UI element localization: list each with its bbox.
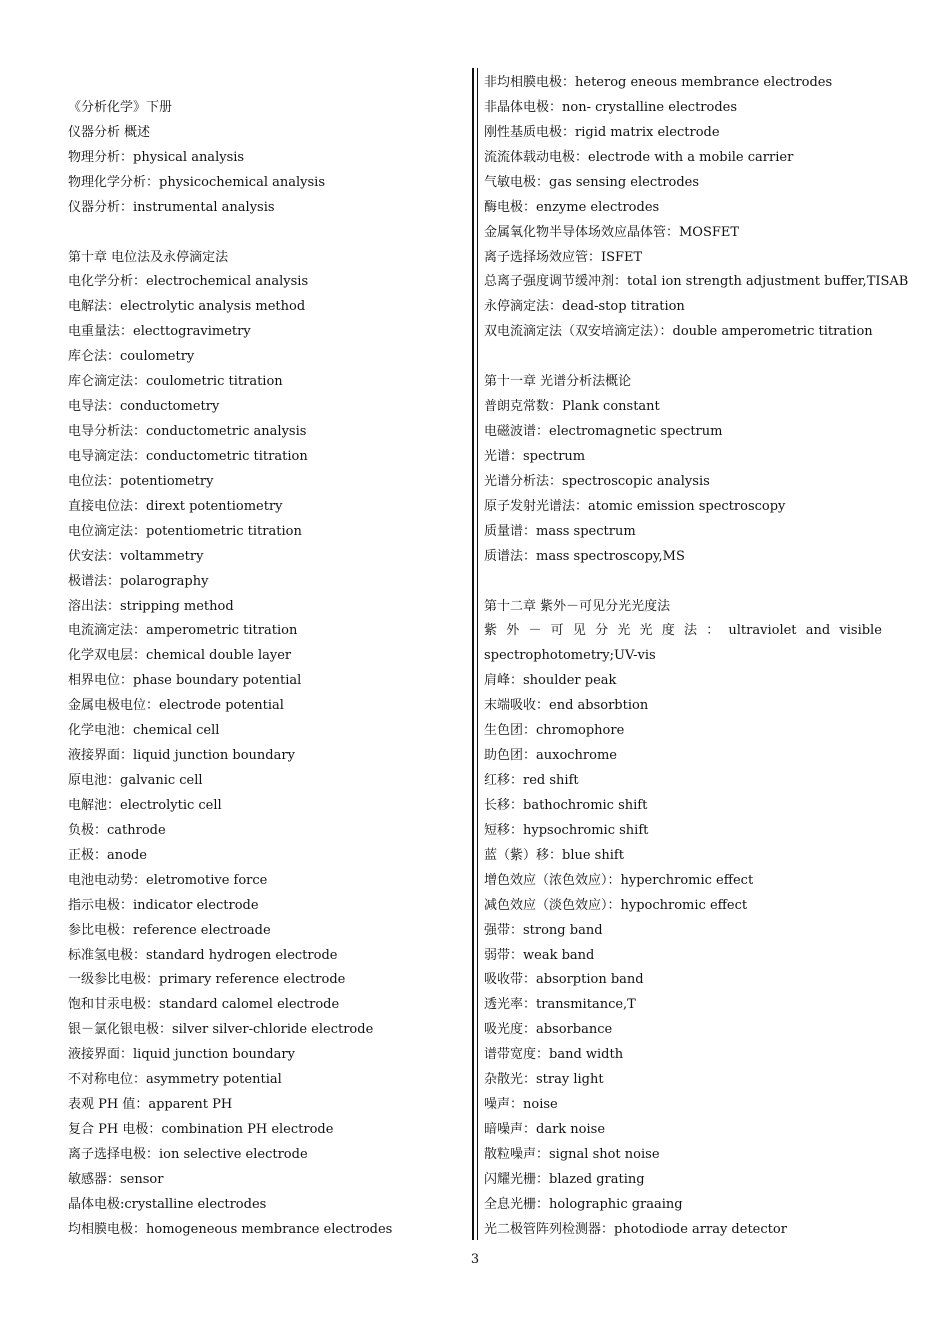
glossary-entry: 电解法：electrolytic analysis method	[68, 299, 306, 315]
glossary-entry: 金属氧化物半导体场效应晶体管：MOSFET	[484, 224, 740, 240]
glossary-entry: 标准氢电极：standard hydrogen electrode	[68, 947, 338, 963]
glossary-entry: 酶电极：enzyme electrodes	[484, 199, 660, 215]
glossary-entry: 短移：hypsochromic shift	[484, 822, 649, 838]
glossary-entry: 非晶体电极：non- crystalline electrodes	[484, 99, 738, 115]
glossary-entry: 第十一章 光谱分析法概论	[484, 374, 632, 390]
glossary-entry: 电化学分析：electrochemical analysis	[68, 274, 309, 290]
glossary-entry: 原电池：galvanic cell	[68, 773, 203, 789]
glossary-entry: 减色效应（淡色效应）：hypochromic effect	[484, 897, 748, 913]
glossary-entry: spectrophotometry;UV-vis	[484, 648, 656, 664]
glossary-entry: 一级参比电极：primary reference electrode	[68, 972, 346, 988]
glossary-entry: 总离子强度调节缓冲剂：total ion strength adjustment buffer,TISAB	[484, 274, 909, 290]
justified-word: and	[805, 623, 831, 639]
glossary-entry: 直接电位法：dirext potentiometry	[68, 498, 283, 514]
justified-word: 紫	[484, 623, 498, 639]
glossary-entry: 《分析化学》下册	[68, 99, 173, 115]
glossary-entry: 电导法：conductometry	[68, 399, 220, 415]
glossary-entry: 质谱法：mass spectroscopy,MS	[484, 548, 685, 564]
glossary-entry: 原子发射光谱法：atomic emission spectroscopy	[484, 498, 786, 514]
glossary-entry: 杂散光：stray light	[484, 1072, 604, 1088]
justified-word: 外	[506, 623, 520, 639]
glossary-entry: 全息光栅：holographic graaing	[484, 1196, 683, 1212]
glossary-entry: 复合 PH 电极：combination PH electrode	[68, 1122, 334, 1138]
glossary-entry: 饱和甘汞电极：standard calomel electrode	[68, 997, 340, 1013]
glossary-entry: 敏感器：sensor	[68, 1171, 164, 1187]
glossary-entry: 电位滴定法：potentiometric titration	[68, 523, 302, 539]
glossary-entry: 金属电极电位：electrode potential	[68, 698, 284, 714]
glossary-entry: 红移：red shift	[484, 773, 579, 789]
justified-word: 度	[661, 623, 675, 639]
glossary-entry-justified	[484, 622, 882, 640]
glossary-entry: 相界电位：phase boundary potential	[68, 673, 302, 689]
glossary-entry: 表观 PH 值：apparent PH	[68, 1097, 233, 1113]
glossary-entry: 闪耀光栅：blazed grating	[484, 1171, 645, 1187]
glossary-entry: 流流体载动电极：electrode with a mobile carrier	[484, 149, 794, 165]
justified-word: 光	[639, 623, 653, 639]
glossary-entry: 离子选择电极：ion selective electrode	[68, 1146, 308, 1162]
glossary-entry: 噪声：noise	[484, 1097, 558, 1113]
glossary-entry: 气敏电极：gas sensing electrodes	[484, 174, 700, 190]
glossary-entry: 吸收带：absorption band	[484, 972, 644, 988]
glossary-entry: 电导分析法：conductometric analysis	[68, 424, 307, 440]
glossary-entry: 化学双电层：chemical double layer	[68, 648, 292, 664]
glossary-entry: 第十二章 紫外－可见分光光度法	[484, 598, 671, 614]
glossary-entry: 极谱法：polarography	[68, 573, 209, 589]
glossary-entry: 谱带宽度：band width	[484, 1047, 624, 1063]
glossary-entry: 光谱分析法：spectroscopic analysis	[484, 473, 710, 489]
glossary-entry: 光谱：spectrum	[484, 448, 586, 464]
glossary-entry: 液接界面：liquid junction boundary	[68, 748, 295, 764]
column-divider	[472, 68, 478, 1240]
justified-word: 法	[683, 623, 697, 639]
glossary-entry: 库仑滴定法：coulometric titration	[68, 374, 283, 390]
glossary-entry: 肩峰：shoulder peak	[484, 673, 617, 689]
glossary-entry: 强带：strong band	[484, 922, 603, 938]
glossary-entry: 透光率：transmitance,T	[484, 997, 636, 1013]
glossary-entry: 蓝（紫）移：blue shift	[484, 847, 624, 863]
glossary-entry: 非均相膜电极：heterog eneous membrance electrodes	[484, 75, 833, 90]
glossary-entry: 伏安法：voltammetry	[68, 548, 204, 564]
glossary-entry: 电池电动势：eletromotive force	[68, 872, 268, 888]
glossary-entry: 吸光度：absorbance	[484, 1022, 613, 1038]
glossary-entry: 永停滴定法：dead-stop titration	[484, 299, 685, 315]
glossary-entry: 末端吸收：end absorbtion	[484, 698, 649, 714]
page-number: 3	[470, 1252, 480, 1267]
glossary-entry: 指示电极：indicator electrode	[68, 897, 259, 913]
glossary-entry: 双电流滴定法（双安培滴定法）：double amperometric titration	[484, 324, 873, 340]
glossary-entry: 仪器分析：instrumental analysis	[68, 199, 275, 215]
glossary-entry: 增色效应（浓色效应）：hyperchromic effect	[484, 872, 754, 888]
glossary-entry: 助色团：auxochrome	[484, 748, 617, 764]
glossary-entry: 负极：cathrode	[68, 822, 166, 838]
glossary-entry: 电流滴定法：amperometric titration	[68, 623, 298, 639]
justified-word: 分	[595, 623, 609, 639]
glossary-entry: 正极：anode	[68, 847, 147, 863]
glossary-entry: 电位法：potentiometry	[68, 473, 214, 489]
glossary-entry: 库仑法：coulometry	[68, 349, 195, 365]
justified-word: －	[528, 623, 542, 639]
justified-word: 光	[617, 623, 631, 639]
glossary-entry: 银－氯化银电极：silver silver-chloride electrode	[68, 1022, 374, 1038]
glossary-entry: 普朗克常数：Plank constant	[484, 399, 660, 415]
glossary-entry: 光二极管阵列检测器：photodiode array detector	[484, 1221, 787, 1237]
glossary-entry: 仪器分析 概述	[68, 124, 151, 140]
justified-word: ultraviolet	[728, 623, 797, 639]
glossary-entry: 电磁波谱：electromagnetic spectrum	[484, 424, 723, 440]
glossary-entry: 参比电极：reference electroade	[68, 922, 271, 938]
glossary-entry: 弱带：weak band	[484, 947, 595, 963]
justified-word: 可	[550, 623, 564, 639]
glossary-entry: 离子选择场效应管：ISFET	[484, 249, 643, 265]
glossary-entry: 溶出法：stripping method	[68, 598, 234, 614]
justified-word: visible	[839, 623, 882, 639]
glossary-entry: 生色团：chromophore	[484, 723, 625, 739]
glossary-entry: 物理化学分析：physicochemical analysis	[68, 174, 326, 190]
glossary-entry: 电解池：electrolytic cell	[68, 797, 222, 813]
glossary-entry: 刚性基质电极：rigid matrix electrode	[484, 124, 720, 140]
glossary-entry: 暗噪声：dark noise	[484, 1122, 606, 1138]
glossary-entry: 均相膜电极：homogeneous membrance electrodes	[68, 1221, 393, 1237]
glossary-entry: 电重量法：electtogravimetry	[68, 324, 251, 340]
glossary-entry: 液接界面：liquid junction boundary	[68, 1047, 295, 1063]
glossary-entry: 化学电池：chemical cell	[68, 723, 220, 739]
justified-word: 见	[572, 623, 586, 639]
glossary-entry: 电导滴定法：conductometric titration	[68, 448, 308, 464]
glossary-entry: 长移：bathochromic shift	[484, 797, 648, 813]
justified-word: ：	[706, 623, 720, 639]
glossary-entry: 不对称电位：asymmetry potential	[68, 1072, 282, 1088]
glossary-entry: 晶体电极:crystalline electrodes	[68, 1196, 267, 1212]
glossary-entry: 第十章 电位法及永停滴定法	[68, 249, 229, 265]
glossary-entry: 质量谱：mass spectrum	[484, 523, 636, 539]
glossary-entry: 物理分析：physical analysis	[68, 149, 245, 165]
glossary-entry: 散粒噪声：signal shot noise	[484, 1146, 660, 1162]
